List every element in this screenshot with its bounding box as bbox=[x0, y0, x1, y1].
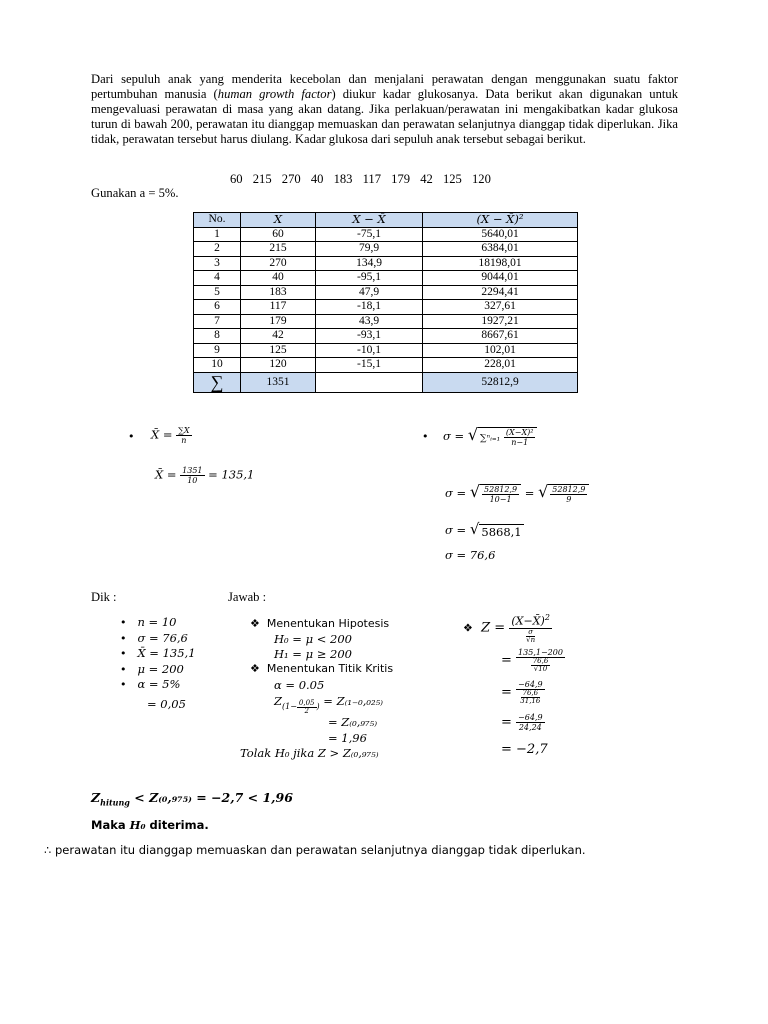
cell-deviation: 134,9 bbox=[316, 256, 423, 271]
cell-x: 215 bbox=[241, 242, 316, 257]
intro-paragraph bbox=[91, 72, 678, 147]
cell-deviation: -95,1 bbox=[316, 271, 423, 286]
intro-italic: human growth factor bbox=[217, 87, 332, 101]
cell-deviation: 43,9 bbox=[316, 314, 423, 329]
hypothesis-block bbox=[250, 617, 389, 630]
dik-item: μ = 200 bbox=[137, 661, 184, 676]
cell-squared: 2294,41 bbox=[423, 285, 578, 300]
alpha-value: α = 0.05 bbox=[274, 678, 325, 692]
cell-x: 40 bbox=[241, 271, 316, 286]
cell-squared: 9044,01 bbox=[423, 271, 578, 286]
sum-empty bbox=[316, 372, 423, 392]
cell-squared: 102,01 bbox=[423, 343, 578, 358]
cell-x: 179 bbox=[241, 314, 316, 329]
table-header-row bbox=[194, 213, 578, 228]
significance-note: Gunakan a = 5%. bbox=[91, 186, 179, 200]
cell-no: 4 bbox=[194, 271, 241, 286]
cell-no: 7 bbox=[194, 314, 241, 329]
sigma-l2-den1: 10−1 bbox=[489, 495, 512, 504]
dik-title: Dik : bbox=[91, 590, 117, 604]
z-calc-den-num: σ bbox=[528, 627, 534, 636]
cell-x: 60 bbox=[241, 227, 316, 242]
sigma-l2-den2: 9 bbox=[566, 495, 572, 504]
diamond-bullet-icon: ❖ bbox=[250, 662, 260, 675]
h0: H₀ = μ < 200 bbox=[274, 632, 352, 646]
sum-symbol: ∑ bbox=[194, 372, 241, 392]
z-s2-den-den: √10 bbox=[533, 665, 548, 673]
z-s3-num: −64,9 bbox=[518, 680, 543, 689]
table-row bbox=[194, 271, 578, 286]
z-sub-end: ) bbox=[316, 702, 320, 711]
cell-no: 9 bbox=[194, 343, 241, 358]
dik-item: n = 10 bbox=[137, 615, 177, 629]
cell-deviation: -93,1 bbox=[316, 329, 423, 344]
z-s3-den-den: 31,16 bbox=[520, 697, 541, 705]
cell-deviation: -15,1 bbox=[316, 358, 423, 373]
rejection-rule: Tolak H₀ jika Z > Z₍₀,₉₇₅₎ bbox=[240, 746, 379, 760]
cell-no: 6 bbox=[194, 300, 241, 315]
dik-item: σ = 76,6 bbox=[137, 630, 188, 645]
cell-deviation: 79,9 bbox=[316, 242, 423, 257]
comparison bbox=[91, 790, 293, 808]
conclusion-text: perawatan itu dianggap memuaskan dan perawatan selanjutnya dianggap tidak diperlukan. bbox=[51, 843, 586, 857]
dik-item: X̄ = 135,1 bbox=[137, 646, 196, 660]
z-s3-den-num: 76,6 bbox=[522, 689, 539, 697]
table-row bbox=[194, 314, 578, 329]
comparison-rest: < Z₍₀,₉₇₅₎ = −2,7 < 1,96 bbox=[129, 790, 293, 805]
critical-title: Menentukan Titik Kritis bbox=[266, 662, 394, 675]
cell-squared: 1927,21 bbox=[423, 314, 578, 329]
z-hitung: Z bbox=[91, 790, 101, 805]
z-calc-result: = −2,7 bbox=[501, 742, 548, 757]
z-s2-num: 135,1−200 bbox=[518, 648, 563, 657]
sigma-label: σ = bbox=[443, 429, 465, 443]
cell-no: 1 bbox=[194, 227, 241, 242]
cell-no: 3 bbox=[194, 256, 241, 271]
sum-squared: 52812,9 bbox=[423, 372, 578, 392]
mean-result: = 135,1 bbox=[208, 467, 255, 482]
cell-squared: 5640,01 bbox=[423, 227, 578, 242]
z-calc-3: = $\frac{-64,9}{\frac{76,6}{31,16}}$ bbox=[501, 680, 543, 705]
table-row bbox=[194, 329, 578, 344]
z-calc-4: = $\frac{-64,9}{24,24}$ bbox=[501, 713, 543, 732]
critical-title-row bbox=[250, 662, 393, 675]
cell-squared: 327,61 bbox=[423, 300, 578, 315]
sum-x: 1351 bbox=[241, 372, 316, 392]
table-row bbox=[194, 285, 578, 300]
z-critical-2: = Z₍₀,₉₇₅₎ bbox=[328, 715, 378, 729]
sigma-step2: σ = √ $\frac{52812,9}{10-1}$ = √ $\frac{52812,9}{9}$ bbox=[445, 482, 589, 504]
maka-text: Maka bbox=[91, 818, 130, 832]
header-squared: (X − X̄)² bbox=[423, 213, 578, 228]
maka-result: diterima. bbox=[145, 818, 209, 832]
table-row bbox=[194, 256, 578, 271]
cell-squared: 8667,61 bbox=[423, 329, 578, 344]
data-table bbox=[193, 212, 578, 393]
table-row bbox=[194, 300, 578, 315]
intro-text-a: Dari sepuluh anak yang menderita kecebolan dan menjalani perawatan dengan menggunakan suatu faktor pertumbuhan manusia ( bbox=[91, 72, 678, 101]
cell-no: 10 bbox=[194, 358, 241, 373]
mean-calc-den: 10 bbox=[187, 476, 198, 485]
z-s4-den: 24,24 bbox=[518, 723, 542, 732]
table-row bbox=[194, 242, 578, 257]
header-x-minus-mean: X − X̄ bbox=[316, 213, 423, 228]
maka-h0: H₀ bbox=[129, 818, 146, 832]
h1: H₁ = μ ≥ 200 bbox=[274, 647, 352, 661]
z-label: Z bbox=[274, 694, 282, 708]
sigma-result: σ = 76,6 bbox=[445, 548, 496, 562]
mean-frac-den: n bbox=[181, 436, 187, 445]
cell-x: 270 bbox=[241, 256, 316, 271]
mean-label: X̄ = bbox=[151, 427, 173, 442]
cell-deviation: -75,1 bbox=[316, 227, 423, 242]
sigma-frac-num: (X−X̄)² bbox=[505, 428, 534, 437]
maka-line bbox=[91, 818, 209, 832]
sigma-l2-num1: 52812,9 bbox=[484, 485, 518, 494]
z-calc-2: = $\frac{135,1-200}{\frac{76,6}{√10}}$ bbox=[501, 648, 563, 673]
dik-item: α = 5% bbox=[137, 677, 181, 691]
table-row bbox=[194, 358, 578, 373]
cell-x: 117 bbox=[241, 300, 316, 315]
cell-x: 120 bbox=[241, 358, 316, 373]
cell-x: 125 bbox=[241, 343, 316, 358]
cell-no: 5 bbox=[194, 285, 241, 300]
sigma-l3: 5868,1 bbox=[481, 524, 522, 539]
cell-squared: 6384,01 bbox=[423, 242, 578, 257]
z-sub-frac-num: 0,05 bbox=[298, 698, 315, 707]
mean-formula bbox=[151, 426, 192, 445]
sigma-sum: ∑ⁿᵢ₌₁ bbox=[480, 433, 501, 444]
mean-calc-num: 1351 bbox=[182, 466, 203, 475]
header-x: X bbox=[241, 213, 316, 228]
table-sum-row bbox=[194, 372, 578, 392]
z-calc-den-den: √n bbox=[526, 635, 536, 644]
z-hitung-sub: hitung bbox=[100, 797, 130, 808]
jawab-title: Jawab : bbox=[228, 590, 267, 604]
mean-calc: X̄ = $\frac{1351}{10}$ = 135,1 bbox=[155, 466, 255, 485]
header-no: No. bbox=[194, 213, 241, 228]
cell-x: 183 bbox=[241, 285, 316, 300]
cell-deviation: -10,1 bbox=[316, 343, 423, 358]
data-values: 60 215 270 40 183 117 179 42 125 120 bbox=[230, 172, 491, 186]
sigma-l2-num2: 52812,9 bbox=[552, 485, 586, 494]
bullet-mean: • bbox=[128, 430, 135, 443]
z-s4-num: −64,9 bbox=[518, 713, 543, 722]
sigma-step3: σ = √ 5868,1 bbox=[445, 520, 522, 539]
table-row bbox=[194, 343, 578, 358]
cell-no: 8 bbox=[194, 329, 241, 344]
intro-text-b: ) diukur kadar glukosanya. Data berikut akan digunakan untuk mengevaluasi perawatan di masa yang akan datang. Jika perlakuan/perawatan ini mengakibatkan kadar glukosa turun di bawah 200, perawatan itu dianggap memuaskan dan perawatan selanjutnya dianggap tidak diperlukan. Jika tidak, perawatan tersebut harus diulang. Kadar glukosa dari sepuluh anak tersebut sebagai berikut. bbox=[91, 87, 678, 146]
bullet-sigma: • bbox=[422, 430, 429, 443]
conclusion bbox=[44, 843, 586, 857]
cell-deviation: 47,9 bbox=[316, 285, 423, 300]
cell-squared: 18198,01 bbox=[423, 256, 578, 271]
z-s2-den-num: 76,6 bbox=[532, 657, 549, 665]
table-row bbox=[194, 227, 578, 242]
hypothesis-title: Menentukan Hipotesis bbox=[266, 617, 390, 630]
z-sub-start: (1− bbox=[282, 702, 297, 711]
dik-alpha-decimal: = 0,05 bbox=[147, 697, 186, 711]
dik-list: • n = 10 • σ = 76,6 • X̄ = 135,1 • μ = 200 • α = 5% bbox=[120, 615, 196, 691]
diamond-bullet-icon: ❖ bbox=[463, 621, 473, 635]
z-calc-sq: 2 bbox=[544, 613, 550, 622]
cell-no: 2 bbox=[194, 242, 241, 257]
diamond-bullet-icon: ❖ bbox=[250, 617, 260, 630]
mean-frac-num: ∑X bbox=[178, 426, 190, 435]
z-calc-num: (X−X̄) bbox=[511, 614, 545, 628]
z-critical-1 bbox=[274, 694, 383, 715]
sigma-frac-den: n−1 bbox=[511, 438, 529, 447]
z-critical-3: = 1,96 bbox=[328, 731, 367, 745]
z-calc-label: Z = bbox=[481, 620, 506, 636]
cell-deviation: -18,1 bbox=[316, 300, 423, 315]
therefore-icon: ∴ bbox=[44, 843, 52, 857]
sigma-formula: σ = √ ∑ⁿᵢ₌₁ $\frac{\text{(X−X̄)²}}{n-1}$ bbox=[443, 425, 537, 447]
cell-x: 42 bbox=[241, 329, 316, 344]
cell-squared: 228,01 bbox=[423, 358, 578, 373]
z-calc-1 bbox=[463, 612, 552, 644]
z-sub-frac-den: 2 bbox=[304, 706, 309, 715]
z-critical-1-right: = Z₍₁₋₀,₀₂₅₎ bbox=[323, 694, 384, 708]
